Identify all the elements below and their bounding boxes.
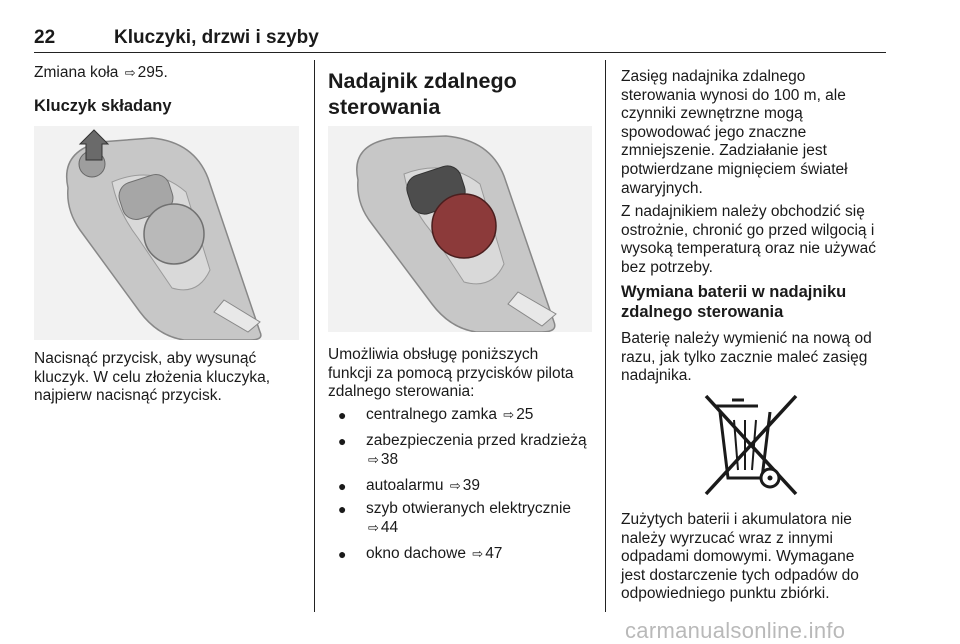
bullet-dot: ● [338, 407, 347, 423]
chapter-title: Kluczyki, drzwi i szyby [114, 27, 319, 48]
page-arrow-icon: ⇨ [368, 519, 379, 535]
folding-key-heading: Kluczyk składany [34, 97, 172, 115]
remote-control-illustration [328, 126, 592, 332]
reference-link-25[interactable]: 25 [516, 406, 534, 423]
watermark: carmanualsonline.info [625, 618, 846, 643]
battery-replace-paragraph: Baterię należy wymienić na nową od razu, jak tylko zacznie maleć zasięg nadajnika. [621, 330, 872, 385]
battery-replacement-heading: Wymiana baterii w nadajniku zdalnego sterowania [621, 283, 847, 321]
page-arrow-icon: ⇨ [503, 407, 515, 422]
bullet-dot: ● [338, 478, 347, 494]
folding-key-description: Nacisnąć przycisk, aby wysunąć kluczyk. W celu złożenia kluczyka, najpierw nacisnąć przycisk. [34, 350, 271, 405]
page-arrow-icon: ⇨ [368, 451, 379, 467]
reference-text: Zmiana koła [34, 64, 119, 81]
remote-intro: Umożliwia obsługę poniższych funkcji za pomocą przycisków pilota zdalnego sterowania: [328, 346, 574, 401]
wheel-change-reference [34, 64, 168, 83]
remote-control-heading: Nadajnik zdalnego sterowania [328, 69, 517, 119]
care-paragraph: Z nadajnikiem należy obchodzić się ostrożnie, chronić go przed wilgocią i wysoką temperaturą oraz nie używać bez potrzeby. [621, 203, 877, 276]
reference-link-38[interactable]: 38 [380, 450, 399, 468]
reference-link-47[interactable]: 47 [485, 545, 503, 562]
reference-link-39[interactable]: 39 [462, 477, 481, 494]
bullet-dot: ● [338, 433, 347, 449]
page-arrow-icon: ⇨ [124, 65, 136, 80]
page-header [34, 28, 886, 53]
bullet-dot: ● [338, 501, 347, 517]
column-divider-1 [314, 60, 315, 612]
range-paragraph: Zasięg nadajnika zdalnego sterowania wynosi do 100 m, ale czynniki zewnętrzne mogą spowodować jego znaczne zmniejszenie. Zadziałanie jest potwierdzane mignięciem świateł awaryjnych. [621, 68, 848, 197]
reference-link-295[interactable]: 295. [137, 64, 168, 81]
page-arrow-icon: ⇨ [449, 478, 461, 493]
reference-link-44[interactable]: 44 [380, 518, 399, 536]
disposal-paragraph: Zużytych baterii i akumulatora nie należy wyrzucać wraz z innymi odpadami domowymi. Wymagane jest dostarczenie tych odpadów do odpowiedniego punktu zbiórki. [621, 511, 859, 603]
bullet-dot: ● [338, 546, 347, 562]
page-number: 22 [34, 27, 56, 48]
crossed-bin-icon [700, 390, 806, 500]
page-arrow-icon: ⇨ [472, 546, 484, 561]
folding-key-illustration [34, 126, 299, 340]
